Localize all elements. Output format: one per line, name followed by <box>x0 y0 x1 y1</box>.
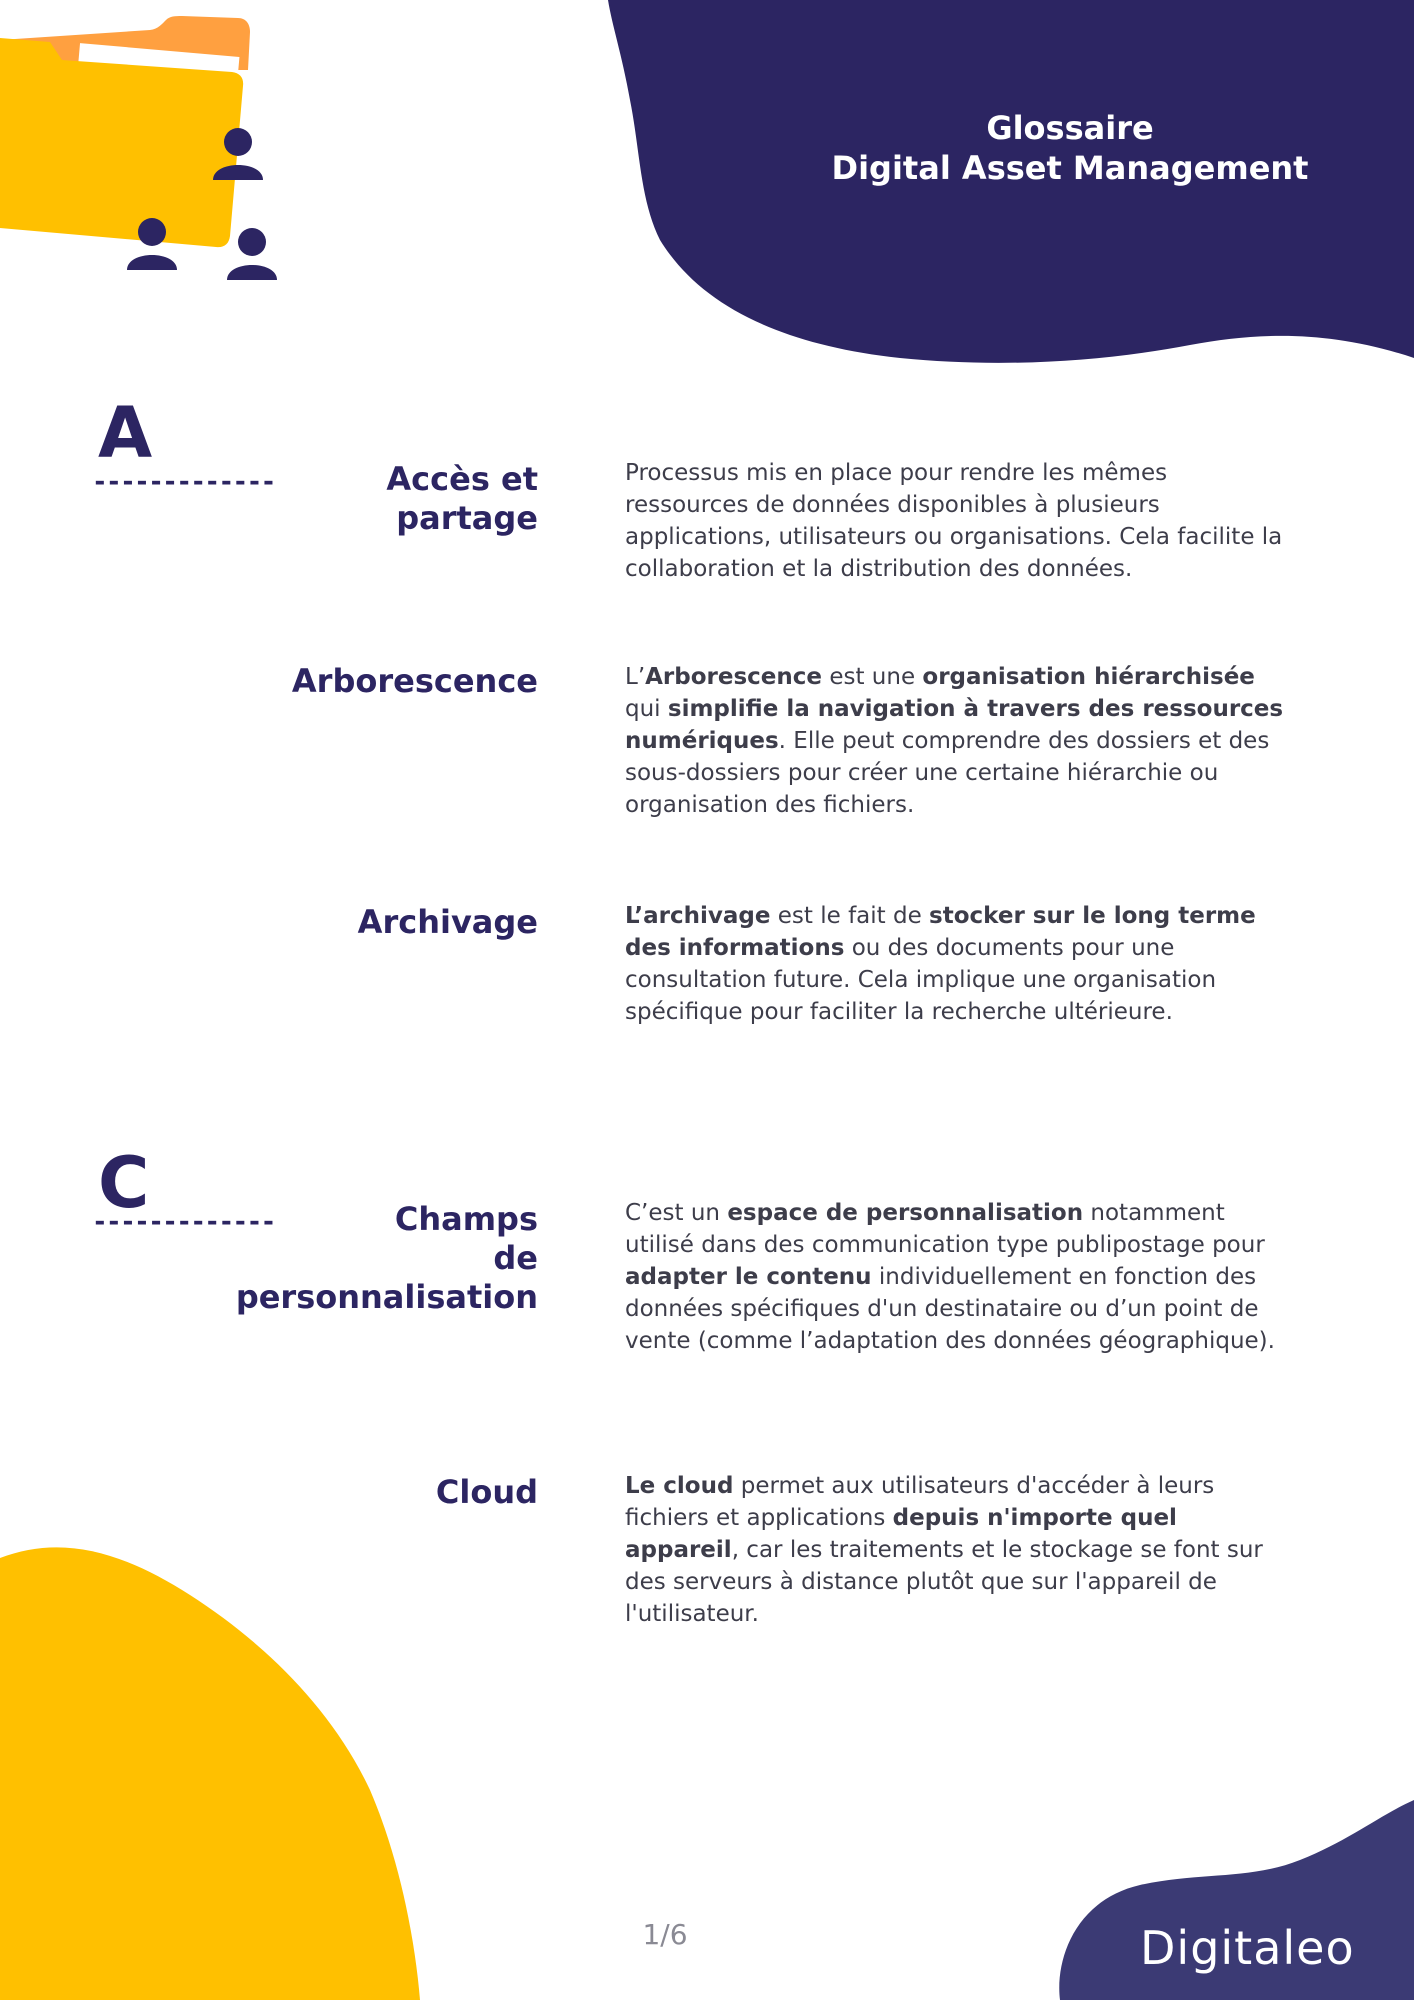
definition-bold-text: Arborescence <box>645 664 823 690</box>
glossary-definition <box>625 1197 1285 1357</box>
section-letter: A <box>98 392 153 474</box>
folder-with-users-icon <box>0 0 290 290</box>
yellow-corner-shape <box>0 1540 420 2000</box>
definition-bold-text: L’archivage <box>625 903 771 929</box>
section-divider: ------------- <box>92 1207 275 1237</box>
title-line-1: Glossaire <box>986 109 1154 147</box>
term-line: personnalisation <box>235 1278 538 1316</box>
definition-text: individuellement en fonction des données spécifiques d'un destinataire ou d’un point de vente (comme l’adaptation des données géographique). <box>625 1264 1275 1354</box>
definition-text: C’est un <box>625 1200 728 1226</box>
definition-bold-text: adapter le contenu <box>625 1264 872 1290</box>
definition-text: permet aux utilisateurs d'accéder à leurs fichiers et applications <box>625 1473 1215 1531</box>
term-line: Arborescence <box>291 662 538 700</box>
definition-text: qui <box>625 696 668 722</box>
definition-bold-text: Le cloud <box>625 1473 734 1499</box>
glossary-definition <box>625 661 1285 821</box>
glossary-term <box>218 460 538 538</box>
definition-bold-text: espace de personnalisation <box>727 1200 1084 1226</box>
definition-bold-text: simplifie la navigation à travers des ressources numériques <box>625 696 1284 754</box>
digitaleo-logo: Digitaleo <box>1140 1921 1355 1975</box>
glossary-term <box>218 1473 538 1512</box>
term-line: Accès et <box>386 460 538 498</box>
definition-text: . Elle peut comprendre des dossiers et des sous-dossiers pour créer une certaine hiérarchie ou organisation des fichiers. <box>625 728 1270 818</box>
term-line: Champs <box>394 1200 538 1238</box>
user-icon <box>227 228 277 280</box>
glossary-definition <box>625 1470 1285 1630</box>
glossary-term <box>218 903 538 942</box>
glossary-definition <box>625 457 1285 585</box>
section-letter: C <box>98 1142 150 1224</box>
definition-bold-text: depuis n'importe quel appareil <box>625 1505 1177 1563</box>
definition-text: , car les traitements et le stockage se font sur des serveurs à distance plutôt que sur l'appareil de l'utilisateur. <box>625 1537 1263 1627</box>
definition-text: ou des documents pour une consultation future. Cela implique une organisation spécifique pour faciliter la recherche ultérieure. <box>625 935 1217 1025</box>
definition-text: est une <box>822 664 923 690</box>
term-line: Archivage <box>357 903 538 941</box>
definition-text: Processus mis en place pour rendre les mêmes ressources de données disponibles à plusieurs applications, utilisateurs ou organisations. Cela facilite la collaboration et la distribution des données. <box>625 460 1283 582</box>
section-divider: ------------- <box>92 467 275 497</box>
page-title <box>800 108 1340 188</box>
term-line: partage <box>396 499 538 537</box>
page-number: 1/6 <box>642 1918 688 1951</box>
definition-text: est le fait de <box>770 903 930 929</box>
glossary-term <box>218 662 538 701</box>
glossary-definition <box>625 900 1285 1028</box>
term-line: de <box>493 1239 538 1277</box>
definition-bold-text: organisation hiérarchisée <box>922 664 1255 690</box>
definition-text: L’ <box>625 664 646 690</box>
glossary-term <box>218 1200 538 1317</box>
title-line-2: Digital Asset Management <box>831 149 1309 187</box>
definition-bold-text: stocker sur le long terme des informations <box>625 903 1256 961</box>
definition-text: notamment utilisé dans des communication type publipostage pour <box>625 1200 1265 1258</box>
term-line: Cloud <box>435 1473 538 1511</box>
